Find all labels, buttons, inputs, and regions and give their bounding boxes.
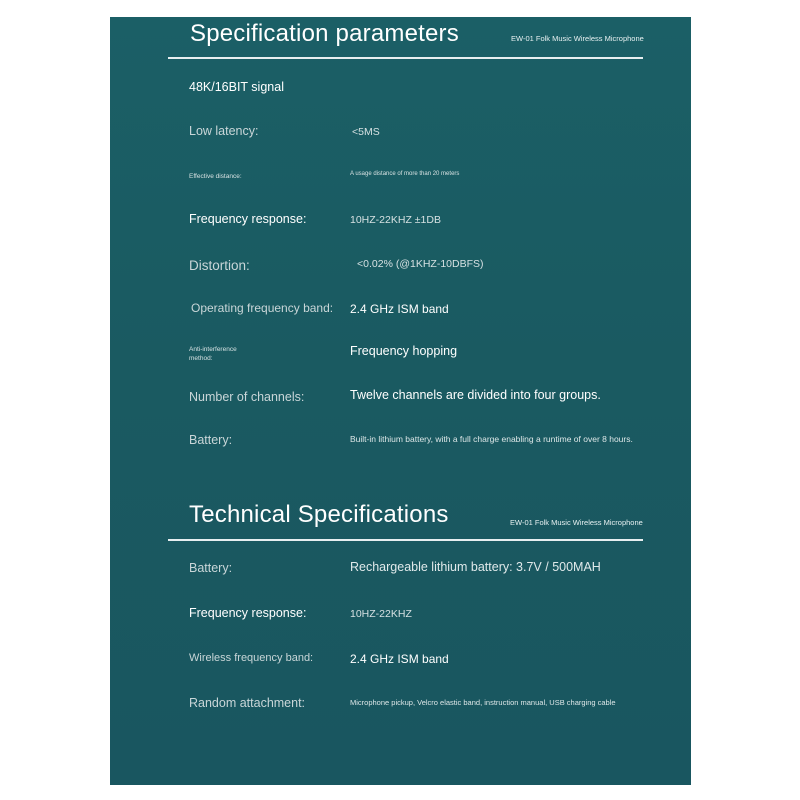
tech-wireless-band-label: Wireless frequency band: (189, 652, 314, 664)
effective-distance-label: Effective distance: (189, 173, 242, 180)
effective-distance-value: A usage distance of more than 20 meters (350, 171, 460, 177)
channels-value: Twelve channels are divided into four groups. (350, 388, 601, 402)
channels-label: Number of channels: (189, 390, 305, 404)
operating-band-value: 2.4 GHz ISM band (350, 302, 449, 316)
tech-frequency-value: 10HZ-22KHZ (350, 608, 412, 620)
battery-label: Battery: (189, 433, 233, 447)
tech-battery-label: Battery: (189, 561, 233, 575)
frequency-response-value: 10HZ-22KHZ ±1DB (350, 214, 441, 226)
tech-subtitle: EW-01 Folk Music Wireless Microphone (510, 518, 643, 527)
operating-band-label: Operating frequency band: (191, 301, 334, 315)
tech-wireless-band-value: 2.4 GHz ISM band (350, 652, 449, 666)
spec-subtitle: EW-01 Folk Music Wireless Microphone (511, 34, 644, 43)
distortion-value: <0.02% (@1KHZ-10DBFS) (357, 258, 484, 270)
anti-interference-label: Anti-interference method: (189, 346, 237, 362)
signal-text: 48K/16BIT signal (189, 80, 284, 94)
tech-attachment-label: Random attachment: (189, 696, 306, 710)
low-latency-value: <5MS (352, 126, 380, 138)
tech-battery-value: Rechargeable lithium battery: 3.7V / 500MAH (350, 560, 601, 574)
low-latency-label: Low latency: (189, 124, 259, 138)
frequency-response-label: Frequency response: (189, 212, 307, 226)
tech-attachment-value: Microphone pickup, Velcro elastic band, instruction manual, USB charging cable (350, 698, 616, 707)
spec-divider (168, 57, 643, 59)
tech-frequency-label: Frequency response: (189, 606, 307, 620)
tech-divider (168, 539, 643, 541)
anti-interference-value: Frequency hopping (350, 344, 458, 358)
spec-title: Specification parameters (190, 20, 459, 47)
tech-title: Technical Specifications (189, 501, 449, 528)
battery-value: Built-in lithium battery, with a full charge enabling a runtime of over 8 hours. (350, 434, 633, 444)
distortion-label: Distortion: (189, 258, 250, 273)
